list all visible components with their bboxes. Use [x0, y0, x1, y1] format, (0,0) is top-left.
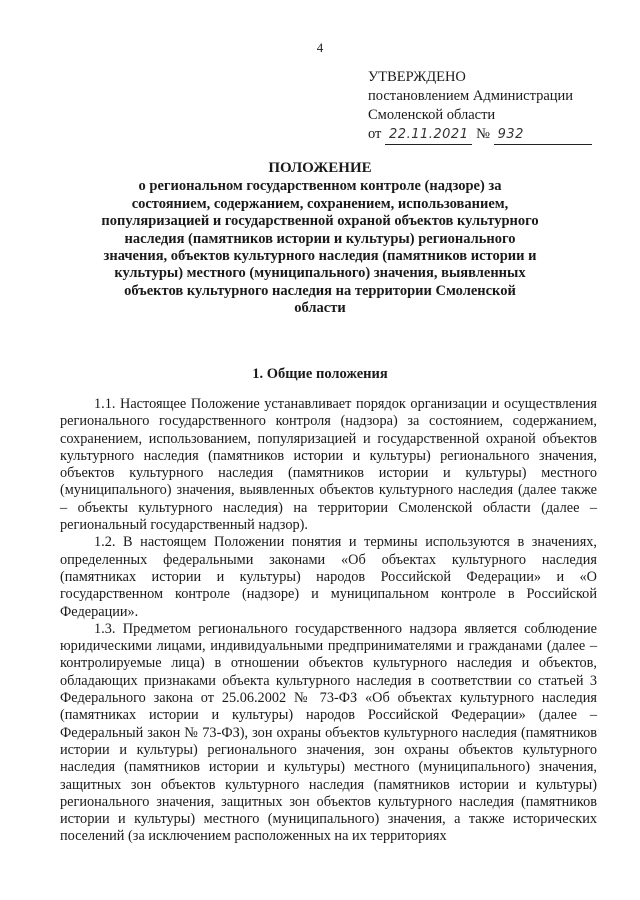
handwritten-date: 22.11.2021	[385, 125, 472, 145]
paragraph-1-3: 1.3. Предметом регионального государственного надзора является соблюдение юридическими лицами, индивидуальными предпринимателями и гражданами (далее – контролируемые лица) в отношении объектов культурного наследия и объектов, обладающих признаками объекта культурного наследия в соответствии со статьей 3 Федерального закона от 25.06.2002 № 73-ФЗ «Об объектах культурного наследия (памятниках истории и культуры) народов Российской Федерации» (далее – Федеральный закон № 73-ФЗ), зон охраны объектов культурного наследия (памятников истории и культуры) регионального значения, зон охраны объектов культурного наследия (памятников истории и культуры) местного (муниципального) значения, защитных зон объектов культурного наследия (памятников истории и культуры) регионального значения, защитных зон объектов культурного наследия (памятников истории и культуры) местного (муниципального) значения, а также исторических поселений (за исключением расположенных на их территориях	[60, 620, 597, 845]
page-number: 4	[316, 40, 324, 55]
document-subtitle: о региональном государственном контроле (надзоре) за состоянием, содержанием, сохранением, использованием, популяризацией и государственной охраной объектов культурного наследия (памятников истории и культуры) регионального значения, объектов культурного наследия (памятников истории и культуры) местного (муниципального) значения, выявленных объектов культурного наследия на территории Смоленской области	[101, 178, 539, 317]
approval-issuer: постановлением Администрации	[368, 88, 574, 104]
paragraph-1-1: 1.1. Настоящее Положение устанавливает порядок организации и осуществления регионального государственного контроля (надзора) за состоянием, содержанием, сохранением, использованием, популяризацией и государственной охраной объектов культурного наследия (памятников истории и культуры) регионального значения, объектов культурного наследия (памятников истории и культуры) местного (муниципального) значения, выявленных объектов культурного наследия (далее также – объекты культурного наследия) на территории Смоленской области (далее – региональный государственный надзор).	[60, 396, 597, 534]
document-body	[60, 396, 597, 846]
approval-stamp	[368, 68, 618, 145]
number-prefix: №	[476, 126, 490, 142]
approval-heading: УТВЕРЖДЕНО	[368, 69, 466, 85]
document-title: ПОЛОЖЕНИЕ	[268, 160, 372, 176]
paragraph-1-2: 1.2. В настоящем Положении понятия и термины используются в значениях, определенных федеральными законами «Об объектах культурного наследия (памятниках истории и культуры) народов Российской Федерации» и «О государственном контроле (надзоре) и муниципальном контроле в Российской Федерации».	[60, 534, 597, 620]
approval-date-number-line	[368, 125, 618, 145]
section-heading: 1. Общие положения	[252, 366, 388, 382]
approval-region: Смоленской области	[368, 107, 496, 123]
handwritten-number: 932	[494, 125, 592, 145]
document-title-block	[60, 160, 580, 318]
date-prefix: от	[368, 126, 382, 142]
